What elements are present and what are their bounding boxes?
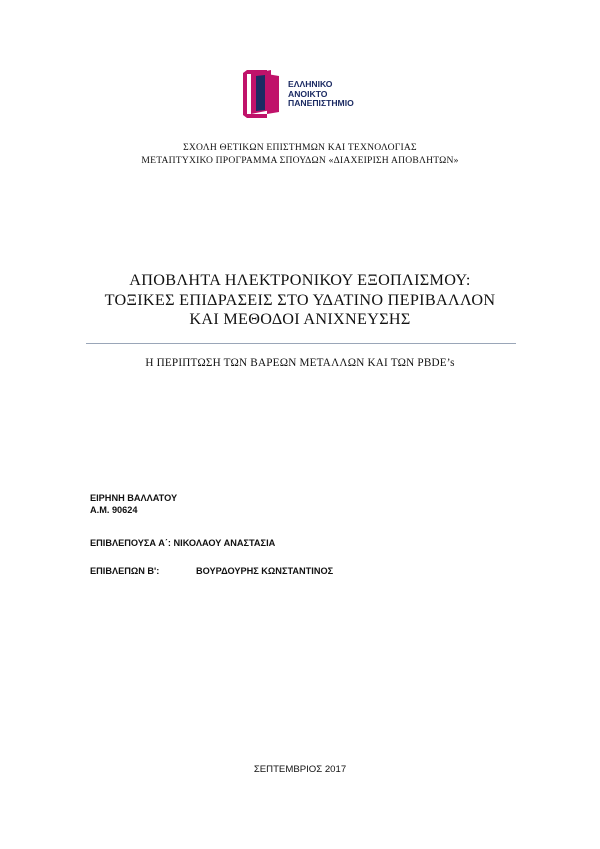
author-student-id: Α.Μ. 90624 [90,505,138,515]
supervisor-b-name: ΒΟΥΡΔΟΥΡΗΣ ΚΩΝΣΤΑΝΤΙΝΟΣ [196,566,334,576]
thesis-title [0,271,600,330]
title-line-2: ΤΟΞΙΚΕΣ ΕΠΙΔΡΑΣΕΙΣ ΣΤΟ ΥΔΑΤΙΝΟ ΠΕΡΙΒΑΛΛΟΝ [104,290,496,309]
title-divider [86,343,516,344]
hou-logo-icon [243,70,288,118]
thesis-subtitle: Η ΠΕΡΙΠΤΩΣΗ ΤΩΝ ΒΑΡΕΩΝ ΜΕΤΑΛΛΩΝ ΚΑΙ ΤΩΝ PBDE’s [145,357,455,369]
title-line-3: ΚΑΙ ΜΕΘΟΔΟΙ ΑΝΙΧΝΕΥΣΗΣ [189,310,411,329]
logo-line-3: ΠΑΝΕΠΙΣΤΗΜΙΟ [288,98,354,109]
university-logo [243,70,373,120]
school-name: ΣΧΟΛΗ ΘΕΤΙΚΩΝ ΕΠΙΣΤΗΜΩΝ ΚΑΙ ΤΕΧΝΟΛΟΓΙΑΣ [183,142,417,153]
program-name: ΜΕΤΑΠΤΥΧΙΚΟ ΠΡΟΓΡΑΜΜΑ ΣΠΟΥΔΩΝ «ΔΙΑΧΕΙΡΙΣΗ ΑΠΟΒΛΗΤΩΝ» [141,155,459,166]
supervisor-b [90,566,334,577]
supervisor-b-label: ΕΠΙΒΛΕΠΩΝ Β': [90,566,160,576]
logo-line-1: ΕΛΛΗΝΙΚΟ [288,79,333,89]
submission-date: ΣΕΠΤΕΜΒΡΙΟΣ 2017 [253,764,347,775]
logo-line-2: ΑΝΟΙΚΤΟ [288,88,328,99]
supervisor-a: ΕΠΙΒΛΕΠΟΥΣΑ Α΄: ΝΙΚΟΛΑΟΥ ΑΝΑΣΤΑΣΙΑ [90,538,276,548]
title-line-1: ΑΠΟΒΛΗΤΑ ΗΛΕΚΤΡΟΝΙΚΟΥ ΕΞΟΠΛΙΣΜΟΥ: [129,271,471,289]
logo-text [288,80,354,109]
author-name: ΕΙΡΗΝΗ ΒΑΛΛΑΤΟΥ [90,493,178,503]
